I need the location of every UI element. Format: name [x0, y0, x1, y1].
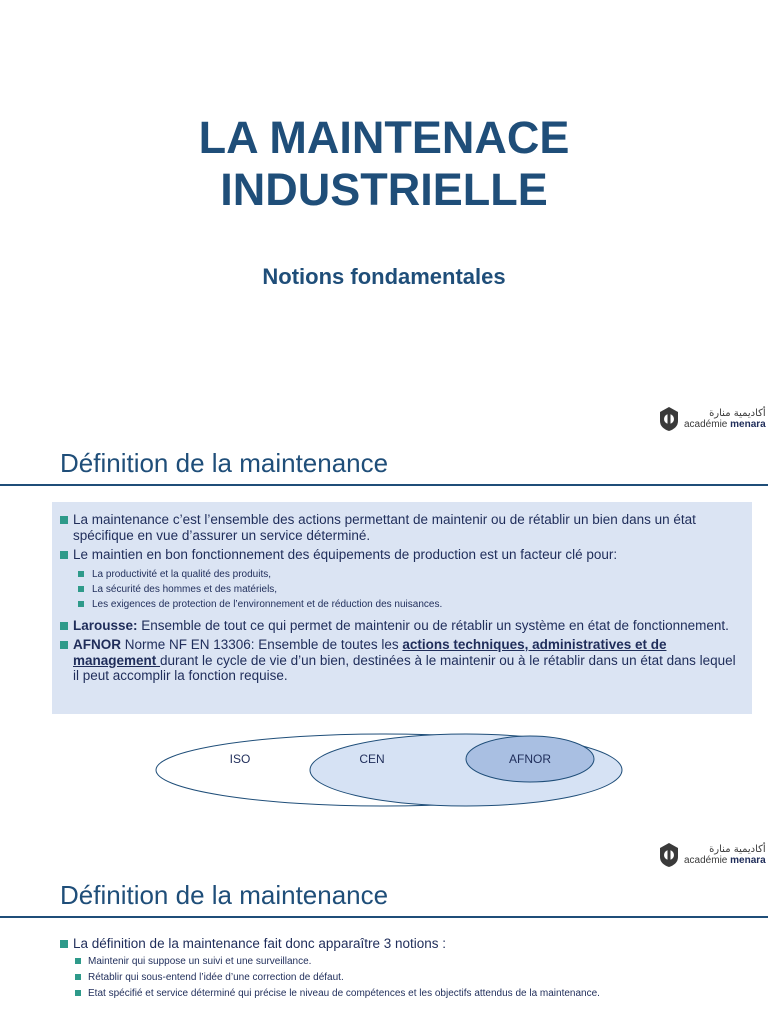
main-title-line2: INDUSTRIELLE — [220, 164, 548, 215]
main-title-line1: LA MAINTENACE — [198, 112, 570, 163]
menara-emblem-icon — [658, 406, 680, 432]
bullet-square-icon — [78, 571, 84, 577]
bullet-afnor: AFNOR Norme NF EN 13306: Ensemble de toutes les actions techniques, administratives et de management durant le cycle de vie d’un bien, destinées à le maintenir ou à le rétablir dans un état dans lequel il peut accomplir la fonction requise. — [60, 637, 744, 684]
definition-slide — [0, 440, 768, 840]
definition-slide-2 — [0, 836, 768, 1024]
notions-list — [60, 936, 760, 1002]
venn-afnor-label: AFNOR — [509, 752, 551, 766]
logo-arabic-text: أكاديمية منارة — [709, 844, 766, 855]
bullet-square-icon — [75, 990, 81, 996]
sub-bullet: La sécurité des hommes et des matériels, — [60, 582, 744, 597]
venn-iso-label: ISO — [229, 752, 251, 766]
bullet-square-icon — [60, 622, 68, 630]
bullet-square-icon — [75, 958, 81, 964]
bullet-square-icon — [60, 516, 68, 524]
logo-french-text: académie menara — [684, 419, 766, 430]
title-underline — [0, 484, 768, 486]
main-title — [0, 112, 768, 216]
section-title: Définition de la maintenance — [60, 880, 389, 910]
bullet-definition: La maintenance c’est l’ensemble des actions permettant de maintenir ou de rétablir un bien dans un état spécifique en vue d’assurer un service déterminé. — [60, 512, 744, 543]
bullet-square-icon — [60, 641, 68, 649]
sub-bullet: Etat spécifié et service déterminé qui précise le niveau de compétences et les objectifs attendus de la maintenance. — [60, 986, 760, 1002]
bullet-square-icon — [75, 974, 81, 980]
venn-cen-label: CEN — [359, 752, 385, 766]
menara-emblem-icon — [658, 842, 680, 868]
bullet-square-icon — [60, 551, 68, 559]
sub-bullet: La productivité et la qualité des produits, — [60, 567, 744, 582]
bullet-larousse: Larousse: Ensemble de tout ce qui permet de maintenir ou de rétablir un système en état de fonctionnement. — [60, 618, 744, 634]
bullet-square-icon — [78, 586, 84, 592]
bullet-maintien: Le maintien en bon fonctionnement des équipements de production est un facteur clé pour: — [60, 547, 744, 563]
bullet-square-icon — [78, 601, 84, 607]
section-title: Définition de la maintenance — [60, 448, 389, 478]
title-slide — [0, 0, 768, 440]
logo-french-text: académie menara — [684, 855, 766, 866]
sub-bullet: Maintenir qui suppose un suivi et une surveillance. — [60, 954, 760, 970]
bullet-square-icon — [60, 940, 68, 948]
sub-bullet: Rétablir qui sous-entend l’idée d’une correction de défaut. — [60, 970, 760, 986]
title-underline — [0, 916, 768, 918]
subtitle: Notions fondamentales — [262, 264, 506, 289]
academie-menara-logo — [658, 404, 766, 434]
standards-venn-diagram — [150, 730, 630, 810]
sub-bullet: Les exigences de protection de l’environnement et de réduction des nuisances. — [60, 597, 744, 612]
definition-box — [52, 502, 752, 714]
logo-arabic-text: أكاديمية منارة — [709, 408, 766, 419]
academie-menara-logo — [658, 840, 766, 870]
bullet-notions: La définition de la maintenance fait donc apparaître 3 notions : — [60, 936, 760, 952]
